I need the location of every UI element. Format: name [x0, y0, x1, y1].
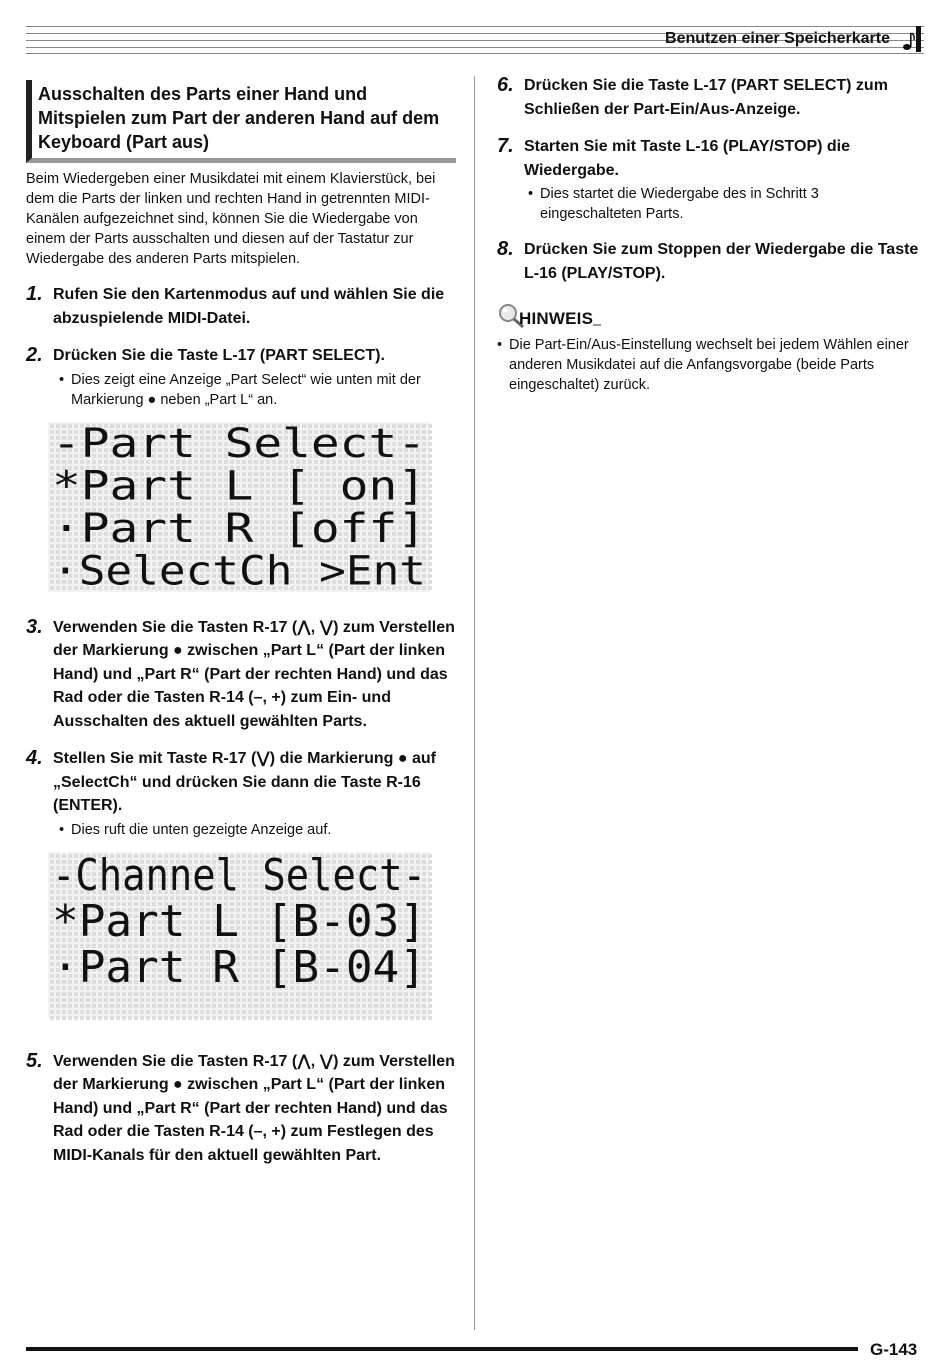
- staff-line: [26, 53, 924, 54]
- step-2: [26, 344, 456, 368]
- bullet-text: Dies ruft die unten gezeigte Anzeige auf.: [71, 821, 332, 838]
- step-text: Verwenden Sie die Tasten R-17 (⋀, ⋁) zum Verstellen der Markierung ● zwischen „Part L“ (Part der linken Hand) und „Part R“ (Part der rechten Hand) und das Rad oder die Tasten R-14 (–, +) zum Ein- und Ausschalten des aktuell gewählten Parts.: [53, 618, 455, 730]
- lcd-line: ·SelectCh >Ent: [52, 547, 426, 594]
- lcd-line: -Channel Select-: [52, 849, 426, 901]
- step-text: Rufen Sie den Kartenmodus auf und wählen Sie die abzuspielende MIDI-Datei.: [53, 286, 445, 327]
- section-title: Ausschalten des Parts einer Hand und Mitspielen zum Part der anderen Hand auf dem Keyboard (Part aus): [26, 80, 456, 163]
- header-bar: [916, 26, 921, 52]
- step-text: Drücken Sie zum Stoppen der Wiedergabe die Taste L-16 (PLAY/STOP).: [524, 241, 919, 282]
- bullet-text: Dies startet die Wiedergabe des in Schritt 3 eingeschalteten Parts.: [540, 186, 819, 222]
- step-number: 2.: [26, 344, 43, 366]
- music-note-icon: [902, 30, 916, 52]
- bullet-dot-icon: •: [59, 371, 65, 388]
- lcd-line: ·Part R [off]: [52, 505, 426, 552]
- bullet-dot-icon: •: [528, 186, 534, 202]
- step-number: 5.: [26, 1049, 43, 1072]
- lcd-part-select-display: [48, 422, 430, 592]
- note-bullet: [497, 335, 922, 395]
- left-column: [26, 80, 456, 1169]
- bullet-dot-icon: •: [59, 821, 65, 838]
- step-7: [497, 135, 922, 182]
- step-text: Drücken Sie die Taste L-17 (PART SELECT).: [53, 347, 385, 364]
- lcd-line: *Part L [ on]: [52, 462, 426, 509]
- step-6: [497, 74, 922, 121]
- step-3: [26, 616, 456, 734]
- bullet-text: Dies zeigt eine Anzeige „Part Select“ wie unten mit der Markierung ● neben „Part L“ an.: [71, 371, 421, 408]
- step-2-bullet: [59, 370, 456, 410]
- column-divider: [474, 76, 475, 1330]
- lcd-channel-select-display: [48, 849, 430, 1018]
- note-header: [497, 303, 922, 329]
- step-number: 7.: [497, 135, 514, 157]
- step-text: Starten Sie mit Taste L-16 (PLAY/STOP) die Wiedergabe.: [524, 138, 851, 179]
- step-8: [497, 238, 922, 285]
- lcd-line: -Part Select-: [52, 420, 426, 467]
- step-number: 8.: [497, 238, 514, 260]
- running-header-title: Benutzen einer Speicherkarte: [665, 30, 890, 47]
- note-label: HINWEIS: [519, 309, 594, 328]
- note-text: Die Part-Ein/Aus-Einstellung wechselt bei jedem Wählen einer anderen Musikdatei auf die Anfangsvorgabe (beide Parts eingeschaltet) zurück.: [509, 337, 909, 393]
- step-number: 3.: [26, 615, 43, 638]
- step-text: Stellen Sie mit Taste R-17 (⋁) die Markierung ● auf „SelectCh“ und drücken Sie dann die Taste R-16 (ENTER).: [53, 750, 436, 814]
- step-1: [26, 283, 456, 330]
- right-column: [497, 74, 922, 395]
- step-4-bullet: [59, 820, 456, 840]
- lcd-channel-select: [48, 849, 456, 1018]
- step-4: [26, 747, 456, 818]
- note-underline: [593, 324, 601, 326]
- bullet-dot-icon: •: [497, 337, 503, 353]
- step-text: Verwenden Sie die Tasten R-17 (⋀, ⋁) zum Verstellen der Markierung ● zwischen „Part L“ (Part der linken Hand) und „Part R“ (Part der rechten Hand) und das Rad oder die Tasten R-14 (–, +) zum Festlegen des MIDI-Kanals für den aktuell gewählten Part.: [53, 1052, 455, 1164]
- intro-paragraph: Beim Wiedergeben einer Musikdatei mit einem Klavierstück, bei dem die Parts der linken und rechten Hand in getrennten MIDI-Kanälen aufgezeichnet sind, können Sie die Wiedergabe von einem der Parts ausschalten und diesen auf der Tastatur zur Wiedergabe des anderen Parts mitspielen.: [26, 171, 436, 267]
- step-number: 1.: [26, 283, 43, 305]
- step-number: 4.: [26, 747, 43, 769]
- lcd-line: ·Part R [B-04]: [52, 941, 427, 993]
- step-text: Drücken Sie die Taste L-17 (PART SELECT) zum Schließen der Part-Ein/Aus-Anzeige.: [524, 77, 888, 118]
- footer-rule: [26, 1347, 858, 1351]
- staff-line: [26, 26, 924, 27]
- lcd-line: *Part L [B-03]: [52, 895, 427, 947]
- page-number: G-143: [870, 1340, 918, 1359]
- step-number: 6.: [497, 74, 514, 96]
- step-7-bullet: [528, 184, 922, 224]
- lcd-part-select: [48, 422, 456, 592]
- step-5: [26, 1050, 456, 1168]
